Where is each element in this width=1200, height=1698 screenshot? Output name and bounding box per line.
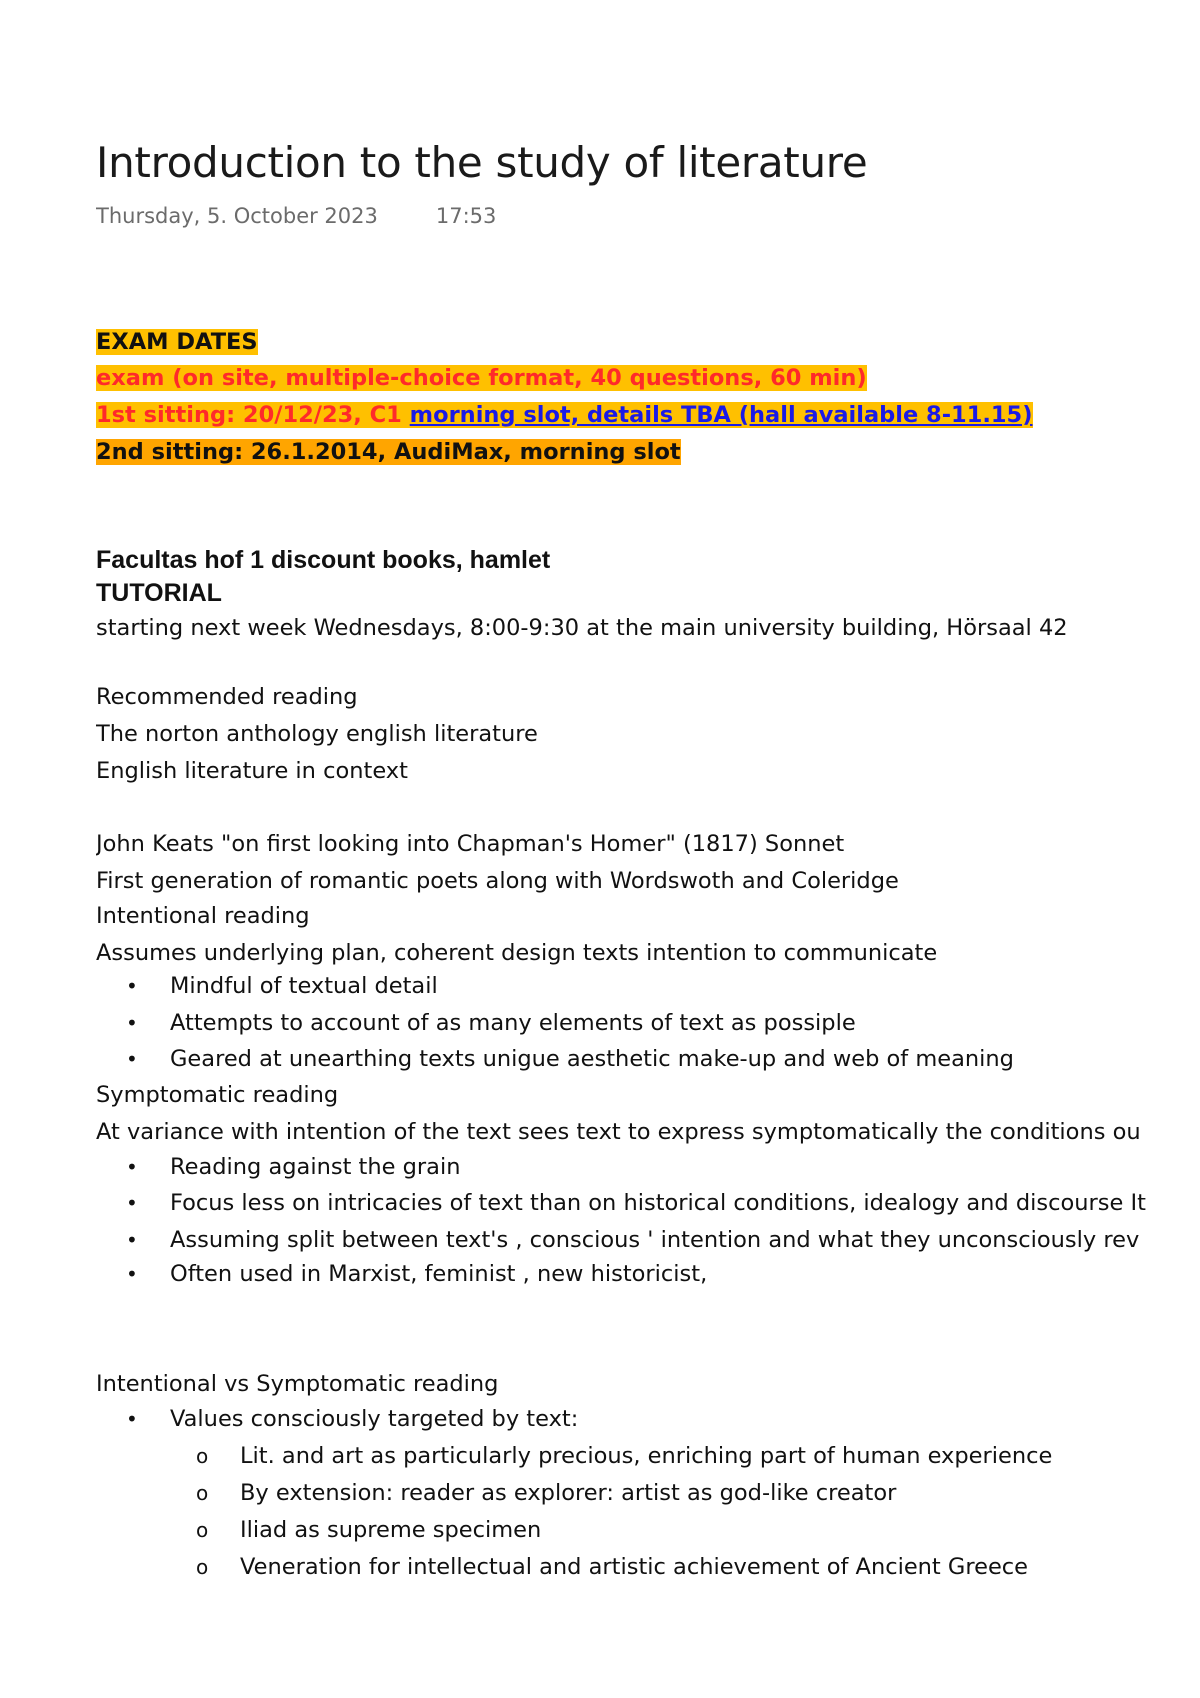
list-item: [126, 1404, 578, 1434]
circle-bullet-icon: o: [196, 1555, 209, 1579]
sub-list-item-text: Veneration for intellectual and artistic achievement of Ancient Greece: [240, 1554, 1028, 1580]
page-timestamp: [96, 204, 496, 228]
list-item-text: Values consciously targeted by text:: [170, 1406, 579, 1432]
bullet-icon: •: [126, 1155, 138, 1179]
bullet-icon: •: [126, 1047, 138, 1071]
bullet-icon: •: [126, 1191, 138, 1215]
tutorial-text: starting next week Wednesdays, 8:00-9:30 at the main university building, Hörsaal 42: [96, 615, 1068, 641]
bullet-icon: •: [126, 1011, 138, 1035]
exam-header: EXAM DATES: [96, 329, 258, 355]
sub-list-item: [196, 1441, 1052, 1471]
recommended-item: The norton anthology english literature: [96, 721, 538, 747]
exam-first-sitting-line: [96, 400, 1033, 430]
circle-bullet-icon: o: [196, 1518, 209, 1542]
keats-line: John Keats "on first looking into Chapman's Homer" (1817) Sonnet: [96, 831, 845, 857]
facultas-heading: Facultas hof 1 discount books, hamlet: [96, 546, 551, 574]
sub-list-item: [196, 1515, 541, 1545]
list-item-text: Mindful of textual detail: [170, 973, 438, 999]
list-item-text: Attempts to account of as many elements of text as possiple: [170, 1010, 856, 1036]
sub-list-item-text: By extension: reader as explorer: artist as god-like creator: [240, 1480, 897, 1506]
exam-first-sitting-link[interactable]: morning slot, details TBA (hall available 8-11.15): [409, 402, 1033, 428]
sub-list-item: [196, 1552, 1028, 1582]
exam-second-sitting-line: [96, 437, 681, 467]
sub-list-item-text: Iliad as supreme specimen: [240, 1517, 542, 1543]
list-item: [126, 1044, 1014, 1074]
list-item: [126, 1008, 856, 1038]
page-time: 17:53: [435, 204, 497, 228]
exam-format: exam (on site, multiple-choice format, 40 questions, 60 min): [96, 365, 867, 391]
list-item-text: Reading against the grain: [170, 1154, 461, 1180]
symptomatic-desc: At variance with intention of the text sees text to express symptomatically the conditions ou: [96, 1119, 1141, 1145]
list-item: [126, 1259, 707, 1289]
tutorial-heading: TUTORIAL: [96, 579, 222, 607]
bullet-icon: •: [126, 1407, 138, 1431]
list-item-text: Geared at unearthing texts unigue aesthetic make-up and web of meaning: [170, 1046, 1014, 1072]
recommended-heading: Recommended reading: [96, 684, 358, 710]
note-page: [96, 0, 1200, 1698]
bullet-icon: •: [126, 1228, 138, 1252]
circle-bullet-icon: o: [196, 1481, 209, 1505]
list-item-text: Focus less on intricacies of text than on historical conditions, idealogy and discourse It: [170, 1190, 1146, 1216]
list-item: [126, 1188, 1146, 1218]
generation-line: First generation of romantic poets along with Wordswoth and Coleridge: [96, 868, 899, 894]
exam-header-line: [96, 327, 258, 357]
circle-bullet-icon: o: [196, 1444, 209, 1468]
page-title: Introduction to the study of literature: [96, 138, 868, 187]
list-item-text: Assuming split between text's , conscious ' intention and what they unconsciously rev: [170, 1227, 1140, 1253]
sub-list-item: [196, 1478, 896, 1508]
symptomatic-heading: Symptomatic reading: [96, 1082, 339, 1108]
recommended-item: English literature in context: [96, 758, 408, 784]
intentional-heading: Intentional reading: [96, 903, 310, 929]
list-item: [126, 1225, 1139, 1255]
bullet-icon: •: [126, 1262, 138, 1286]
exam-format-line: [96, 363, 867, 393]
page-date: Thursday, 5. October 2023: [96, 204, 378, 228]
sub-list-item-text: Lit. and art as particularly precious, enriching part of human experience: [240, 1443, 1053, 1469]
versus-heading: Intentional vs Symptomatic reading: [96, 1371, 499, 1397]
intentional-desc: Assumes underlying plan, coherent design texts intention to communicate: [96, 940, 938, 966]
exam-second-sitting: 2nd sitting: 26.1.2014, AudiMax, morning slot: [96, 439, 681, 465]
list-item: [126, 1152, 460, 1182]
list-item: [126, 971, 438, 1001]
bullet-icon: •: [126, 974, 138, 998]
list-item-text: Often used in Marxist, feminist , new historicist,: [170, 1261, 708, 1287]
exam-first-sitting: 1st sitting: 20/12/23, C1: [96, 402, 410, 428]
